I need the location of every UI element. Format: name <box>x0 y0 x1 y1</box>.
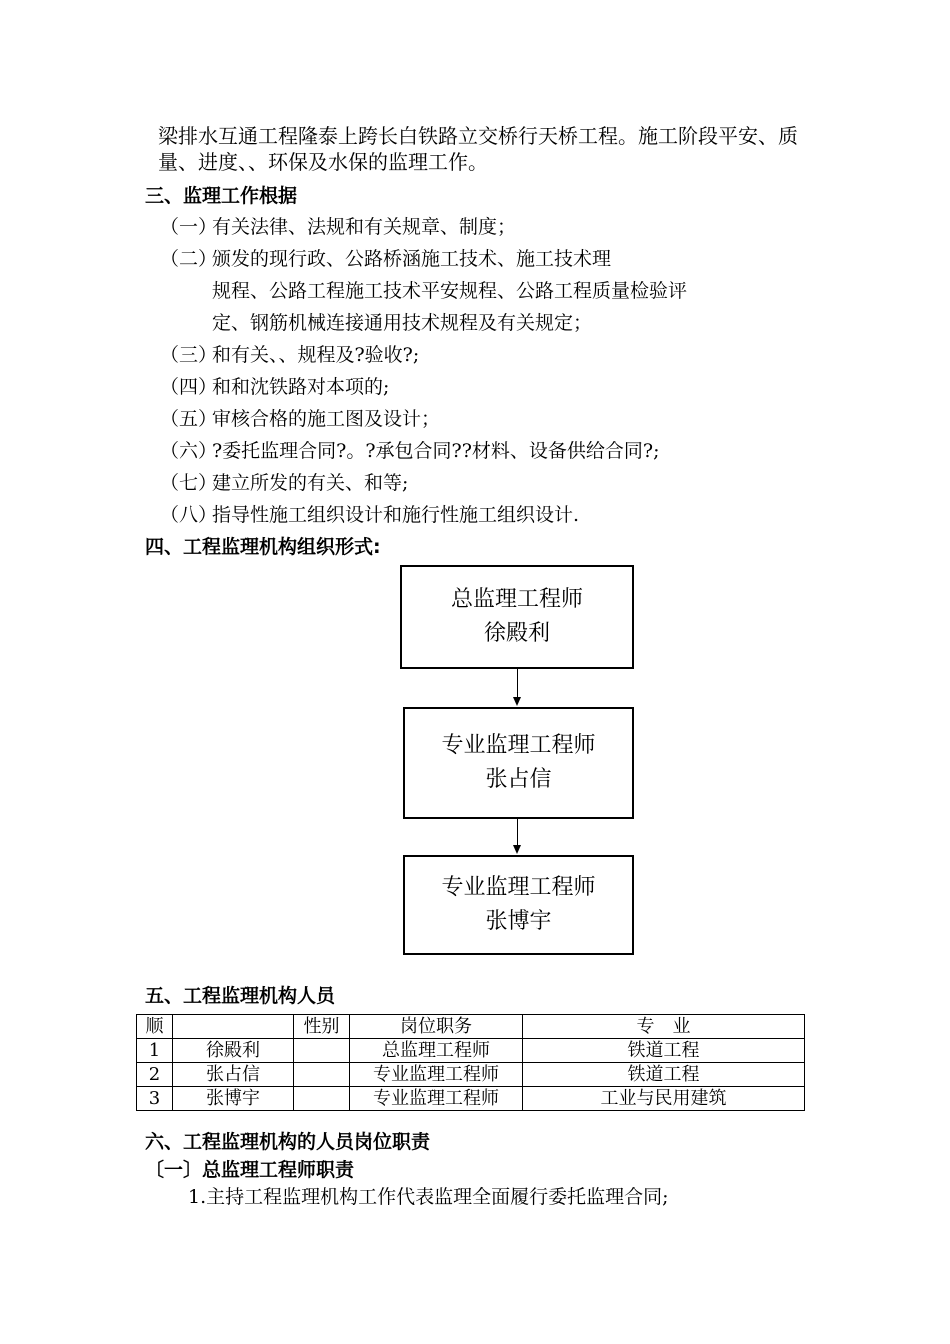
basis-item-6-num: （六） <box>160 440 218 462</box>
basis-item-7 <box>160 468 408 495</box>
basis-item-8-num: （八） <box>160 504 218 526</box>
table-header-cell: 专 业 <box>523 1015 805 1039</box>
section-6-heading: 六、工程监理机构的人员岗位职责 <box>145 1131 431 1153</box>
table-cell <box>294 1063 350 1087</box>
duty-item-1: 1.主持工程监理机构工作代表监理全面履行委托监理合同; <box>188 1186 669 1208</box>
table-row <box>137 1039 805 1063</box>
section-5-heading: 五、工程监理机构人员 <box>145 985 336 1007</box>
table-cell: 铁道工程 <box>523 1063 805 1087</box>
table-cell: 铁道工程 <box>523 1039 805 1063</box>
table-cell: 张占信 <box>173 1063 294 1087</box>
table-cell: 1 <box>137 1039 173 1063</box>
org-arrow-2-head <box>513 845 521 854</box>
basis-item-1-text: 有关法律、法规和有关规章、制度； <box>212 216 517 238</box>
org-box-chief-role: 总监理工程师 <box>450 587 583 612</box>
basis-item-8-text: 指导性施工组织设计和施行性施工组织设计. <box>212 504 580 526</box>
basis-item-4-num: （四） <box>160 376 218 398</box>
intro-line-1: 梁排水互通工程隆泰上跨长白铁路立交桥行天桥工程。施工阶段平安、质 <box>158 124 798 148</box>
table-cell <box>294 1039 350 1063</box>
table-header-cell <box>173 1015 294 1039</box>
table-header-cell: 顺 <box>137 1015 173 1039</box>
table-header-cell: 岗位职务 <box>350 1015 523 1039</box>
table-cell: 张博宇 <box>173 1087 294 1111</box>
basis-item-2 <box>160 244 611 271</box>
table-header-cell: 性别 <box>294 1015 350 1039</box>
basis-item-5 <box>160 404 440 431</box>
table-cell: 3 <box>137 1087 173 1111</box>
basis-item-4-text: 和和沈铁路对本项的; <box>212 376 390 398</box>
org-box-chief-engineer <box>400 565 634 669</box>
basis-item-3-text: 和有关、、规程及?验收?; <box>212 344 420 366</box>
org-arrow-1-line <box>517 669 518 698</box>
basis-item-2-num: （二） <box>160 248 218 270</box>
basis-item-3-num: （三） <box>160 344 218 366</box>
org-box-specialist-2-role: 专业监理工程师 <box>441 875 596 900</box>
intro-line-2: 量、进度、、环保及水保的监理工作。 <box>158 150 488 174</box>
basis-item-1 <box>160 212 516 239</box>
basis-item-6-text: ?委托监理合同?。?承包合同??材料、设备供给合同?; <box>212 440 660 462</box>
org-box-specialist-2 <box>403 855 634 955</box>
basis-item-6 <box>160 436 660 463</box>
table-cell: 总监理工程师 <box>350 1039 523 1063</box>
table-cell: 徐殿利 <box>173 1039 294 1063</box>
table-header-row <box>137 1015 805 1039</box>
table-row <box>137 1063 805 1087</box>
basis-item-7-num: （七） <box>160 472 218 494</box>
basis-item-1-num: （一） <box>160 216 218 238</box>
org-box-specialist-1 <box>403 707 634 819</box>
table-row <box>137 1087 805 1111</box>
section-6-subheading: 〔一〕总监理工程师职责 <box>145 1159 355 1181</box>
basis-item-5-text: 审核合格的施工图及设计； <box>212 408 441 430</box>
basis-item-2-text: 颁发的现行政、公路桥涵施工技术、施工技术理 <box>212 248 612 270</box>
basis-item-7-text: 建立所发的有关、和等; <box>212 472 409 494</box>
org-box-specialist-2-name: 张博宇 <box>485 909 552 934</box>
basis-item-8 <box>160 500 579 527</box>
table-cell: 专业监理工程师 <box>350 1087 523 1111</box>
section-3-heading: 三、监理工作根据 <box>145 185 298 207</box>
basis-item-5-num: （五） <box>160 408 218 430</box>
table-cell: 工业与民用建筑 <box>523 1087 805 1111</box>
basis-item-4 <box>160 372 389 399</box>
org-box-chief-name: 徐殿利 <box>483 621 550 646</box>
basis-item-2-cont-1: 规程、公路工程施工技术平安规程、公路工程质量检验评 <box>212 280 688 302</box>
table-cell: 2 <box>137 1063 173 1087</box>
table-cell <box>294 1087 350 1111</box>
table-cell: 专业监理工程师 <box>350 1063 523 1087</box>
staff-table <box>136 1014 805 1111</box>
org-arrow-1-head <box>513 697 521 706</box>
basis-item-2-cont-2: 定、钢筋机械连接通用技术规程及有关规定； <box>212 312 593 334</box>
org-box-specialist-1-name: 张占信 <box>485 767 552 792</box>
section-4-heading: 四、工程监理机构组织形式: <box>145 536 381 558</box>
org-box-specialist-1-role: 专业监理工程师 <box>441 733 596 758</box>
basis-item-3 <box>160 340 419 367</box>
org-arrow-2-line <box>517 819 518 846</box>
